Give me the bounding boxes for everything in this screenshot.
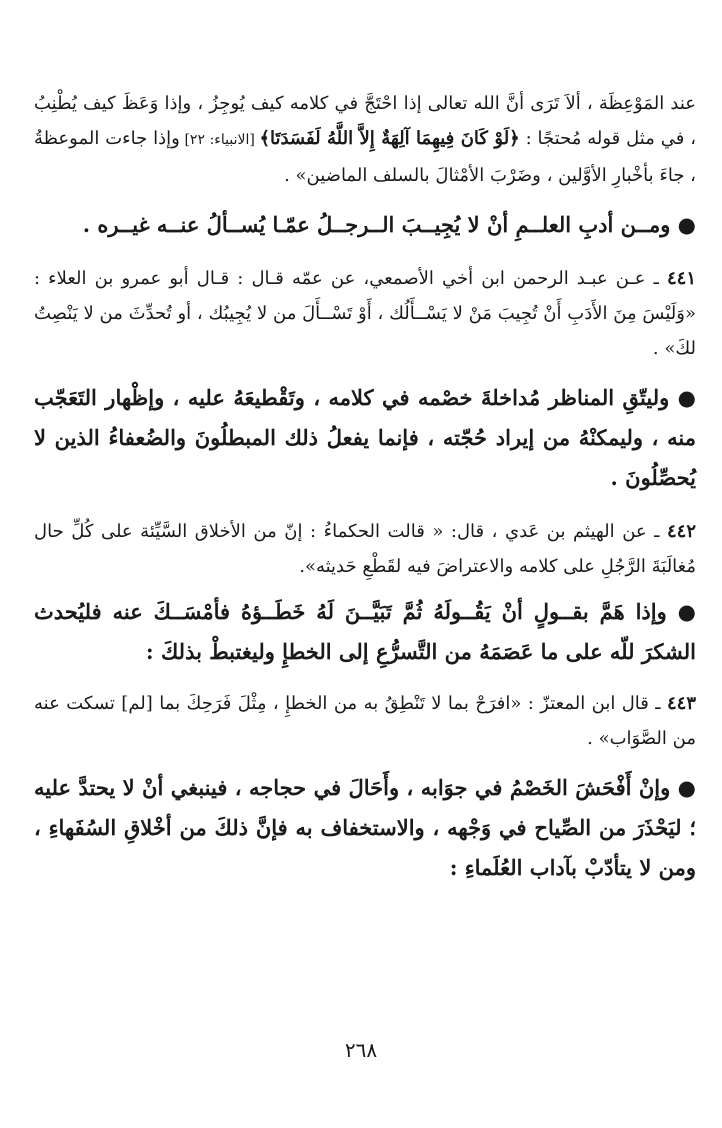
bullet-paragraph (34, 768, 696, 888)
bullet-text: ● وإنْ أَفْحَشَ الخَصْمُ في جوَابه ، وأَحَالَ في حجاجه ، فينبغي أنْ لا يحتدَّ عليه ؛ ليَحْذَرَ من الصِّياح في وَجْهه ، والاستخفاف به فإنَّ ذلكَ من أخْلاقِ السُفَهاءِ ، ومن لا يتأدّبْ بآداب العُلَماءِ : (34, 775, 696, 880)
bullet-paragraph (34, 205, 696, 245)
quran-verse: ﴿لَوْ كَانَ فِيهِمَا آلِهَةٌ إِلاَّ اللَّهُ لَفَسَدَتَا﴾ (259, 128, 520, 149)
paragraph-text: عند المَوْعِظَة ، ألاَ تَرَى أنَّ الله تعالى إذا احْتَجَّ في كلامه كيف يُوجِزُ ، وإذا وَعَظَ كيف يُطْنِبُ ، في مثل قوله مُحتجًا : (34, 93, 697, 149)
narration-number: ٤٤٣ (666, 693, 696, 714)
bullet-paragraph (34, 592, 696, 672)
page-number: ٢٦٨ (344, 1038, 378, 1062)
narration-text: ـ قال ابن المعتزّ : «افرَحْ بما لا تَنْطِقُ به من الخطإِ ، مِثْلَ فَرَحِكَ بما [لم] تسكت عنه من الصَّوَاب» . (34, 693, 696, 749)
narration-text: ـ عـن عبـد الرحمن ابن أخي الأصمعي، عن عمّه قـال : قـال أبو عمرو بن العلاء : «وَلَيْسَ مِنَ الأَدَبِ أَنْ تُجِيبَ مَنْ لا يَسْــأَلُك ، أَوْ تَسْــأَلَ من لا يُجِيبُك ، أو تُحدِّثَ من لا يَنْصِتُ لكَ» . (34, 268, 696, 359)
numbered-narration (34, 514, 696, 584)
numbered-narration (34, 686, 696, 756)
bullet-paragraph (34, 378, 696, 498)
bullet-text: ● وليتّقِ المناظر مُداخلةَ خصْمه في كلامه ، وتَقْطيعَهُ عليه ، وإظْهار التَعَجّب منه ، وليمكنْهُ من إيراد حُجّته ، فإنما يفعلُ ذلك المبطلُونَ والضُعفاءُ الذين لا يُحصِّلُونَ . (34, 385, 696, 490)
bullet-text: ● وإذا هَمَّ بقــولٍ أنْ يَقُــولَهُ ثُمَّ تَبَيَّــنَ لَهُ خَطَــؤهُ فأمْسَــكَ عنه فليُحدث الشكرَ للّه على ما عَصَمَهُ من التَّسرُّعِ إلى الخطإِ وليغتبطْ بذلكَ : (34, 599, 696, 664)
paragraph-text: وإذا جاءت الموعظةُ ، جاءَ بأخْبارِ الأوَّلين ، وضَرْبَ الأمْثالَ بالسلف الماضين» . (34, 128, 696, 186)
paragraph-continuation (34, 86, 696, 193)
narration-number: ٤٤١ (666, 268, 696, 289)
page-body (34, 86, 696, 1128)
verse-reference: [الانبياء: ٢٢] (179, 132, 260, 148)
narration-number: ٤٤٢ (666, 521, 696, 542)
narration-text: ـ عن الهيثم بن عَدي ، قال: « قالت الحكماءُ : إنّ من الأخلاق السَّيِّئة على كُلِّ حال مُغالَبَةَ الرَّجُلِ على كلامه والاعتراضَ فيه لقَطْعِ حَديثه». (34, 521, 696, 577)
numbered-narration (34, 261, 696, 366)
bullet-text: ● ومــن أدبِ العلــمِ أنْ لا يُجِيــبَ الــرجــلُ عمّـا يُســألُ عنــه غيــره . (82, 212, 696, 237)
